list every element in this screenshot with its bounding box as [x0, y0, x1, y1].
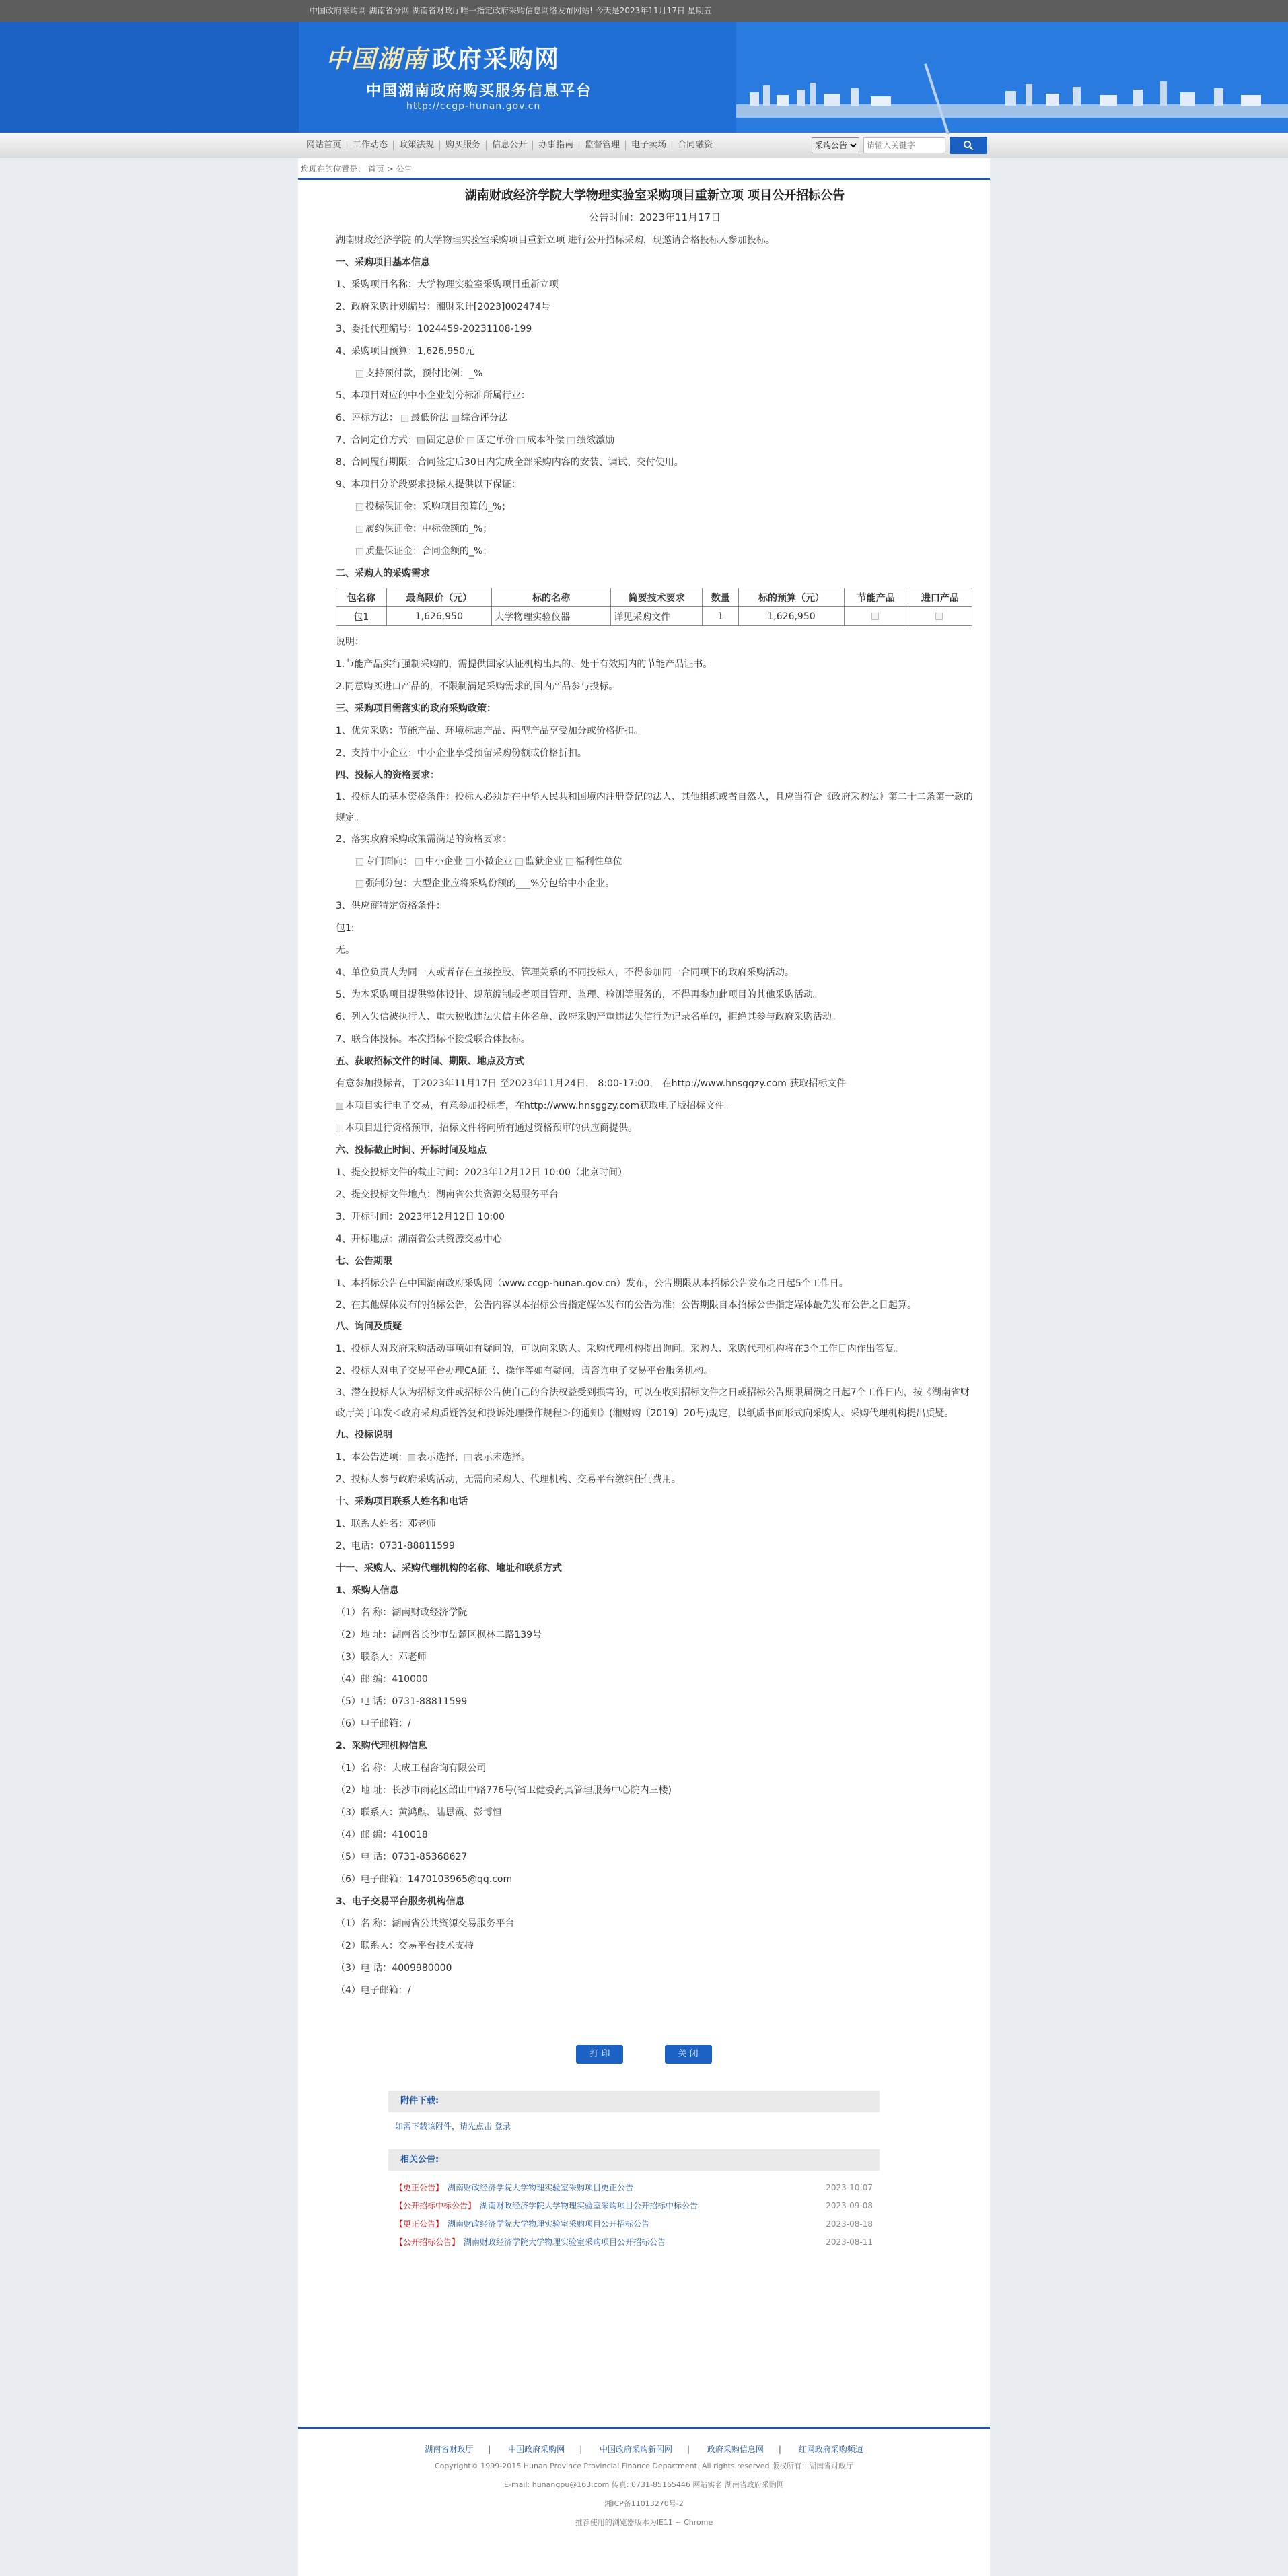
info-line: （3）联系人：邓老师	[336, 1652, 427, 1663]
info-line: 1、采购项目名称：大学物理实验室采购项目重新立项	[336, 279, 559, 290]
info-line: 1.节能产品实行强制采购的，需提供国家认证机构出具的、处于有效期内的节能产品证书。	[336, 659, 713, 670]
info-line: 5、为本采购项目提供整体设计、规范编制或者项目管理、监理、检测等服务的，不得再参加此项目的其他采购活动。	[336, 989, 822, 1000]
info-line: （5）电 话：0731-85368627	[336, 1852, 468, 1863]
nav-item-home[interactable]: 网站首页	[301, 141, 347, 150]
attachments-title: 附件下载:	[388, 2091, 880, 2112]
search-area	[812, 137, 987, 154]
notice-link[interactable]: 湖南财政经济学院大学物理实验室采购项目公开招标公告	[448, 2219, 650, 2229]
notice-intro: 湖南财政经济学院 的大学物理实验室采购项目重新立项 进行公开招标采购，现邀请合格投标人参加投标。	[336, 235, 775, 246]
info-line: 有意参加投标者，于2023年11月17日 至2023年11月24日， 8:00-17:00， 在http://www.hnsggzy.com 获取招标文件	[336, 1078, 847, 1089]
close-button[interactable]: 关 闭	[665, 2045, 712, 2064]
footer-icp[interactable]: 湘ICP备11013270号-2	[604, 2499, 684, 2508]
info-line: （2）地 址：湖南省长沙市岳麓区枫林二路139号	[336, 1630, 542, 1640]
nav-item-guide[interactable]: 办事指南	[533, 141, 579, 150]
table-header: 最高限价（元）	[386, 588, 492, 607]
section-heading: 七、公告期限	[336, 1256, 392, 1267]
main-nav	[0, 133, 1288, 158]
info-line: 包1:	[336, 923, 355, 934]
info-line: （3）电 话：4009980000	[336, 1963, 452, 1974]
table-cell: 1,626,950	[386, 607, 492, 626]
attachments-panel	[388, 2091, 880, 2140]
related-title: 相关公告:	[388, 2149, 880, 2171]
checkbox	[356, 880, 363, 888]
table-cell: 包1	[336, 607, 387, 626]
info-line: 7、联合体投标。本次招标不接受联合体投标。	[336, 1034, 530, 1045]
info-line: 5、本项目对应的中小企业划分标准所属行业：	[336, 390, 530, 401]
footer-links: 湖南省财政厅 | 中国政府采购网 | 中国政府采购新闻网 | 政府采购信息网 | 红网政府采购频道	[425, 2445, 863, 2454]
info-line: 6、列入失信被执行人、重大税收违法失信主体名单、政府采购严重违法失信行为记录名单的，拒绝其参与政府采购活动。	[336, 1012, 841, 1022]
checkbox	[464, 1454, 472, 1461]
info-line: 3、供应商特定资格条件：	[336, 901, 445, 911]
energy-saving-checkbox	[871, 613, 879, 620]
main-page	[298, 158, 990, 2427]
notice-tag: 【更正公告】	[395, 2183, 444, 2192]
option-line: 6、评标方法： 最低价法 综合评分法	[336, 413, 508, 423]
info-line: 1、联系人姓名：邓老师	[336, 1519, 436, 1529]
info-line: 1、提交投标文件的截止时间：2023年12月12日 10:00（北京时间）	[336, 1167, 627, 1178]
option-line: 1、本公告选项： 表示选择， 表示未选择。	[336, 1452, 530, 1463]
info-line: 2、提交投标文件地点：湖南省公共资源交易服务平台	[336, 1189, 559, 1200]
table-header: 标的名称	[492, 588, 611, 607]
info-line: （4）邮 编：410000	[336, 1674, 428, 1685]
notice-date: 2023-08-18	[826, 2219, 873, 2229]
info-line: 1、投标人对政府采购活动事项如有疑问的，可以向采购人、采购代理机构提出询问。采购人、采购代理机构将在3个工作日内作出答复。	[336, 1344, 904, 1354]
notice-link[interactable]: 湖南财政经济学院大学物理实验室采购项目更正公告	[448, 2183, 634, 2192]
checkbox	[517, 437, 525, 444]
site-subtitle: 中国湖南政府购买服务信息平台	[366, 83, 593, 100]
info-line: 2、投标人对电子交易平台办理CA证书、操作等如有疑问，请咨询电子交易平台服务机构。	[336, 1366, 713, 1377]
table-cell	[908, 607, 972, 626]
list-item[interactable]	[395, 2179, 873, 2197]
notice-date: 公告时间：2023年11月17日	[588, 211, 721, 223]
footer-link[interactable]: 中国政府采购新闻网	[599, 2445, 672, 2454]
list-item[interactable]	[395, 2215, 873, 2233]
site-banner	[0, 22, 1288, 133]
requirements-table	[336, 588, 972, 626]
checkbox-checked	[336, 1103, 343, 1110]
option-line: 支持预付款，预付比例：_%	[336, 363, 974, 385]
breadcrumb: 您现在的位置是： 首页 > 公告	[298, 158, 990, 180]
info-line: （1）名 称：湖南省公共资源交易服务平台	[336, 1918, 515, 1929]
nav-item-services[interactable]: 购买服务	[440, 141, 487, 150]
nav-item-supervision[interactable]: 监督管理	[579, 141, 626, 150]
checkbox	[515, 858, 523, 866]
site-logo[interactable]: 中国湖南 政府采购网	[326, 45, 561, 73]
info-line: （2）联系人：交易平台技术支持	[336, 1941, 474, 1951]
option-line: 专门面向： 中小企业 小微企业 监狱企业 福利性单位	[336, 851, 974, 873]
imported-checkbox	[935, 613, 943, 620]
section-heading: 八、询问及质疑	[336, 1321, 402, 1332]
info-line: 2、投标人参与政府采购活动，无需向采购人、代理机构、交易平台缴纳任何费用。	[336, 1474, 681, 1485]
option-line: 本项目实行电子交易，有意参加投标者，在http://www.hnsggzy.com获取电子版招标文件。	[336, 1095, 974, 1117]
info-line: （4）电子邮箱：/	[336, 1985, 411, 1996]
notice-date: 2023-10-07	[826, 2183, 873, 2192]
subsection-heading: 3、电子交易平台服务机构信息	[336, 1896, 465, 1907]
notice-tag: 【公开招标中标公告】	[395, 2201, 476, 2211]
subsection-heading: 2、采购代理机构信息	[336, 1741, 427, 1751]
table-header: 标的预算（元）	[739, 588, 845, 607]
table-header: 包名称	[336, 588, 387, 607]
site-footer	[298, 2427, 990, 2576]
notice-link[interactable]: 湖南财政经济学院大学物理实验室采购项目公开招标中标公告	[480, 2201, 699, 2211]
list-item[interactable]	[395, 2197, 873, 2215]
checkbox	[356, 526, 363, 533]
checkbox	[466, 858, 473, 866]
info-line: 无。	[336, 945, 355, 956]
info-line: （6）电子邮箱：1470103965@qq.com	[336, 1874, 513, 1885]
info-line: 4、单位负责人为同一人或者存在直接控股、管理关系的不同投标人，不得参加同一合同项下的政府采购活动。	[336, 967, 794, 978]
subsection-heading: 1、采购人信息	[336, 1585, 399, 1596]
nav-item-policy[interactable]: 政策法规	[394, 141, 440, 150]
table-header-row	[336, 588, 972, 607]
info-line: 3、潜在投标人认为招标文件或招标公告使自己的合法权益受到损害的，可以在收到招标文件之日或招标公告期限届满之日起7个工作日内，按《湖南省财政厅关于印发＜政府采购质疑答复和投诉处理操作规程＞的通知》(湘财购〔2019〕20号)规定，以纸质书面形式向采购人、采购代理机构提出质疑。	[336, 1387, 970, 1419]
related-notices-panel	[388, 2149, 880, 2260]
section-heading: 五、获取招标文件的时间、期限、地点及方式	[336, 1056, 524, 1067]
checkbox	[356, 370, 363, 378]
notice-date: 2023-09-08	[826, 2201, 873, 2211]
table-cell: 1	[703, 607, 739, 626]
option-line: 本项目进行资格预审，招标文件将向所有通过资格预审的供应商提供。	[336, 1117, 974, 1140]
info-line: 2、在其他媒体发布的招标公告，公告内容以本招标公告指定媒体发布的公告为准；公告期限自本招标公告指定媒体最先发布公告之日起算。	[336, 1300, 917, 1311]
checkbox	[356, 858, 363, 866]
option-line: 质量保证金：合同金额的_%；	[336, 541, 974, 563]
footer-email: E-mail: hunangpu@163.com 传真: 0731-85165446 网站实名 湖南省政府采购网	[504, 2480, 784, 2489]
checkbox	[415, 858, 423, 866]
notice-link[interactable]: 湖南财政经济学院大学物理实验室采购项目公开招标公告	[464, 2237, 666, 2247]
checkbox	[467, 437, 474, 444]
notice-tag: 【公开招标公告】	[395, 2237, 460, 2247]
option-line: 强制分包：大型企业应将采购份额的___%分包给中小企业。	[336, 873, 974, 895]
search-input[interactable]	[863, 137, 945, 153]
option-line: 投标保证金：采购项目预算的_%；	[336, 496, 974, 518]
nav-item-info[interactable]: 信息公开	[487, 141, 533, 150]
footer-link[interactable]: 中国政府采购网	[508, 2445, 565, 2454]
section-heading: 四、投标人的资格要求：	[336, 770, 439, 781]
list-item[interactable]	[395, 2233, 873, 2252]
nav-item-news[interactable]: 工作动态	[347, 141, 394, 150]
info-line: 2、政府采购计划编号：湘财采计[2023]002474号	[336, 302, 550, 312]
checkbox	[566, 858, 573, 866]
info-line: 2、支持中小企业：中小企业享受预留采购份额或价格折扣。	[336, 748, 587, 759]
info-line: （2）地 址：长沙市雨花区韶山中路776号(省卫健委药具管理服务中心院内三楼)	[336, 1785, 672, 1796]
section-heading: 六、投标截止时间、开标时间及地点	[336, 1145, 487, 1156]
section-heading: 一、采购项目基本信息	[336, 257, 430, 268]
page-title: 湖南财政经济学院大学物理实验室采购项目重新立项 项目公开招标公告	[464, 188, 845, 203]
info-line: （3）联系人：黄鸿麒、陆思霞、彭博恒	[336, 1807, 502, 1818]
print-button[interactable]: 打 印	[576, 2045, 623, 2064]
search-button[interactable]	[950, 137, 987, 154]
section-heading: 十、采购项目联系人姓名和电话	[336, 1496, 468, 1507]
attachments-login-link[interactable]: 如需下载该附件，请先点击 登录	[395, 2122, 511, 2131]
nav-item-finance[interactable]: 合同融资	[678, 140, 713, 150]
checkbox	[401, 415, 408, 422]
top-info-bar: 中国政府采购网-湖南省分网 湖南省财政厅唯一指定政府采购信息网络发布网站! 今天是2023年11月17日 星期五	[0, 0, 1288, 22]
info-line: 2、电话：0731-88811599	[336, 1541, 455, 1552]
info-line: 4、采购项目预算：1,626,950元	[336, 346, 475, 357]
table-header: 数量	[703, 588, 739, 607]
action-buttons	[298, 2045, 990, 2064]
table-cell	[844, 607, 908, 626]
info-line: 4、开标地点：湖南省公共资源交易中心	[336, 1234, 502, 1245]
info-line: 8、合同履行期限：合同签定后30日内完成全部采购内容的安装、调试、交付使用。	[336, 457, 684, 468]
info-line: （1）名 称：湖南财政经济学院	[336, 1607, 468, 1618]
checkbox-checked	[452, 415, 459, 422]
notice-content	[298, 180, 990, 2002]
info-line: 1、优先采购：节能产品、环境标志产品、两型产品享受加分或价格折扣。	[336, 726, 643, 736]
checkbox	[356, 503, 363, 511]
site-url: http://ccgp-hunan.gov.cn	[406, 101, 541, 112]
table-row	[336, 607, 972, 626]
table-header: 节能产品	[844, 588, 908, 607]
info-line: 1、投标人的基本资格条件：投标人必须是在中华人民共和国境内注册登记的法人、其他组织或者自然人，且应当符合《政府采购法》第二十二条第一款的规定。	[336, 792, 973, 823]
info-line: 9、本项目分阶段要求投标人提供以下保证：	[336, 479, 521, 490]
table-header: 简要技术要求	[611, 588, 703, 607]
section-heading: 三、采购项目需落实的政府采购政策：	[336, 703, 496, 714]
table-cell: 详见采购文件	[611, 607, 703, 626]
table-cell: 大学物理实验仪器	[492, 607, 611, 626]
info-line: 1、本招标公告在中国湖南政府采购网（www.ccgp-hunan.gov.cn）发布，公告期限从本招标公告发布之日起5个工作日。	[336, 1278, 849, 1289]
info-line: （6）电子邮箱：/	[336, 1718, 411, 1729]
info-line: 说明：	[336, 637, 364, 648]
footer-link[interactable]: 政府采购信息网	[707, 2445, 764, 2454]
table-cell: 1,626,950	[739, 607, 845, 626]
notice-date: 2023-08-11	[826, 2237, 873, 2247]
section-heading: 十一、采购人、采购代理机构的名称、地址和联系方式	[336, 1563, 562, 1574]
info-line: 2.同意购买进口产品的，不限制满足采购需求的国内产品参与投标。	[336, 681, 618, 692]
footer-link[interactable]: 红网政府采购频道	[798, 2445, 863, 2454]
checkbox	[336, 1125, 343, 1132]
footer-browser: 推荐使用的浏览器版本为IE11 ~ Chrome	[575, 2518, 713, 2527]
table-header: 进口产品	[908, 588, 972, 607]
nav-item-mall[interactable]: 电子卖场	[626, 141, 672, 150]
option-line: 履约保证金：中标金额的_%；	[336, 518, 974, 541]
checkbox	[567, 437, 575, 444]
info-line: 2、落实政府采购政策需满足的资格要求：	[336, 834, 511, 845]
info-line: （5）电 话：0731-88811599	[336, 1696, 468, 1707]
section-heading: 九、投标说明	[336, 1430, 392, 1440]
footer-link[interactable]: 湖南省财政厅	[425, 2445, 474, 2454]
info-line: 3、开标时间：2023年12月12日 10:00	[336, 1212, 505, 1222]
checkbox	[356, 548, 363, 555]
info-line: （4）邮 编：410018	[336, 1830, 428, 1840]
info-line: （1）名 称：大成工程咨询有限公司	[336, 1763, 487, 1774]
checkbox-checked	[417, 437, 425, 444]
footer-copyright: Copyright© 1999-2015 Hunan Province Provincial Finance Department. All rights reserved 版权所有：湖南省财政厅	[435, 2462, 853, 2470]
info-line: 3、委托代理编号：1024459-20231108-199	[336, 324, 532, 335]
search-icon	[963, 140, 974, 151]
option-line: 7、合同定价方式： 固定总价 固定单价 成本补偿 绩效激励	[336, 435, 615, 446]
checkbox-checked	[408, 1454, 415, 1461]
notice-tag: 【更正公告】	[395, 2219, 444, 2229]
section-heading: 二、采购人的采购需求	[336, 568, 430, 579]
search-category-select[interactable]	[812, 137, 859, 153]
city-skyline-image	[736, 22, 1288, 133]
